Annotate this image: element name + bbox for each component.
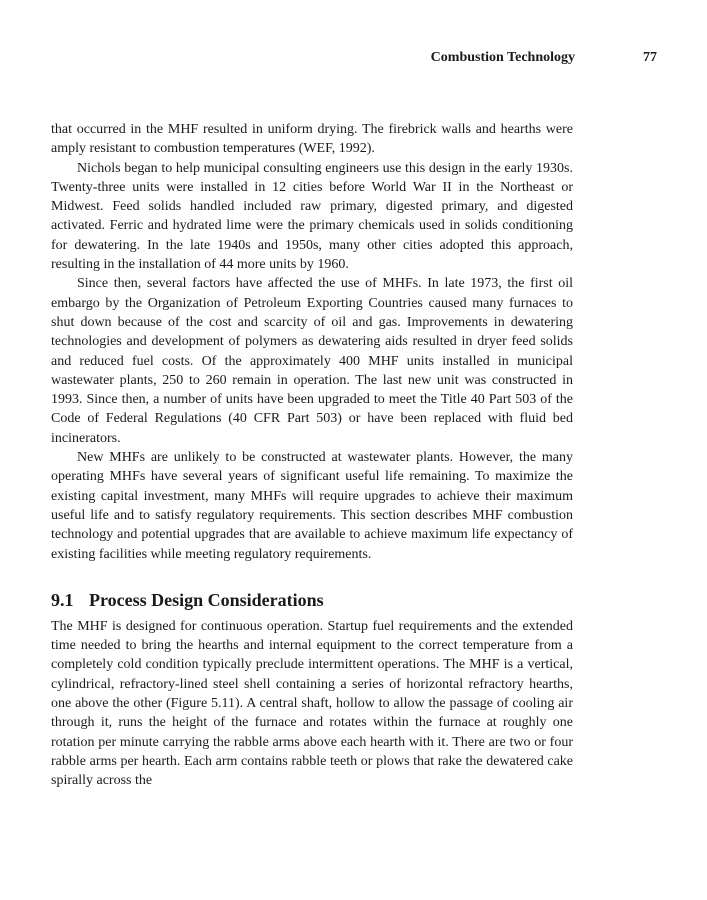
section-heading — [51, 588, 573, 612]
paragraph-continuation: that occurred in the MHF resulted in uniform drying. The firebrick walls and hearths were amply resistant to combustion temperatures (WEF, 1992). — [51, 122, 573, 157]
running-header — [51, 50, 657, 70]
paragraph-upgrades: New MHFs are unlikely to be constructed at wastewater plants. However, the many operating MHFs have several years of significant useful life remaining. To maximize the existing capital investment, many MHFs will require upgrades to achieve their maximum useful life and to satisfy regulatory requirements. This section describes MHF combustion technology and potential upgrades that are available to achieve maximum life expectancy of existing facilities while meeting regulatory requirements. — [51, 450, 573, 562]
section-number: 9.1 — [51, 589, 74, 610]
running-header-title: Combustion Technology — [430, 50, 575, 65]
paragraph-decline-factors: Since then, several factors have affected the use of MHFs. In late 1973, the first oil embargo by the Organization of Petroleum Exporting Countries caused many furnaces to shut down because of the cost and scarcity of oil and gas. Improvements in dewatering technologies and development of polymers as dewatering aids resulted in dryer feed solids and reduced fuel costs. Of the approximately 400 MHF units installed in municipal wastewater plants, 250 to 260 remain in operation. The last new unit was constructed in 1993. Since then, a number of units have been upgraded to meet the Title 40 Part 503 of the Code of Federal Regulations (40 CFR Part 503) or have been replaced with fluid bed incinerators. — [51, 276, 573, 446]
paragraph-nichols-history: Nichols began to help municipal consulting engineers use this design in the early 1930s. Twenty-three units were installed in 12 cities before World War II in the Northeast or Midwest. Feed solids handled included raw primary, digested primary, and digested activated. Ferric and hydrated lime were the primary chemicals used in solids conditioning for dewatering. In the late 1940s and 1950s, many other cities adopted this approach, resulting in the installation of 44 more units by 1960. — [51, 160, 573, 273]
section-title: Process Design Considerations — [89, 589, 324, 610]
paragraph-process-design: The MHF is designed for continuous operation. Startup fuel requirements and the extended time needed to bring the hearths and internal equipment to the correct temperature from a completely cold condition typically preclude intermittent operations. The MHF is a vertical, cylindrical, refractory-lined steel shell containing a series of horizontal refractory hearths, one above the other (Figure 5.11). A central shaft, hollow to allow the passage of cooling air through it, runs the height of the furnace and rotates within the furnace at roughly one rotation per minute carrying the rabble arms above each hearth with it. There are two or four rabble arms per hearth. Each arm contains rabble teeth or plows that rake the dewatered cake spirally across the — [51, 618, 573, 789]
body-text — [51, 120, 573, 791]
page-number: 77 — [643, 50, 657, 65]
